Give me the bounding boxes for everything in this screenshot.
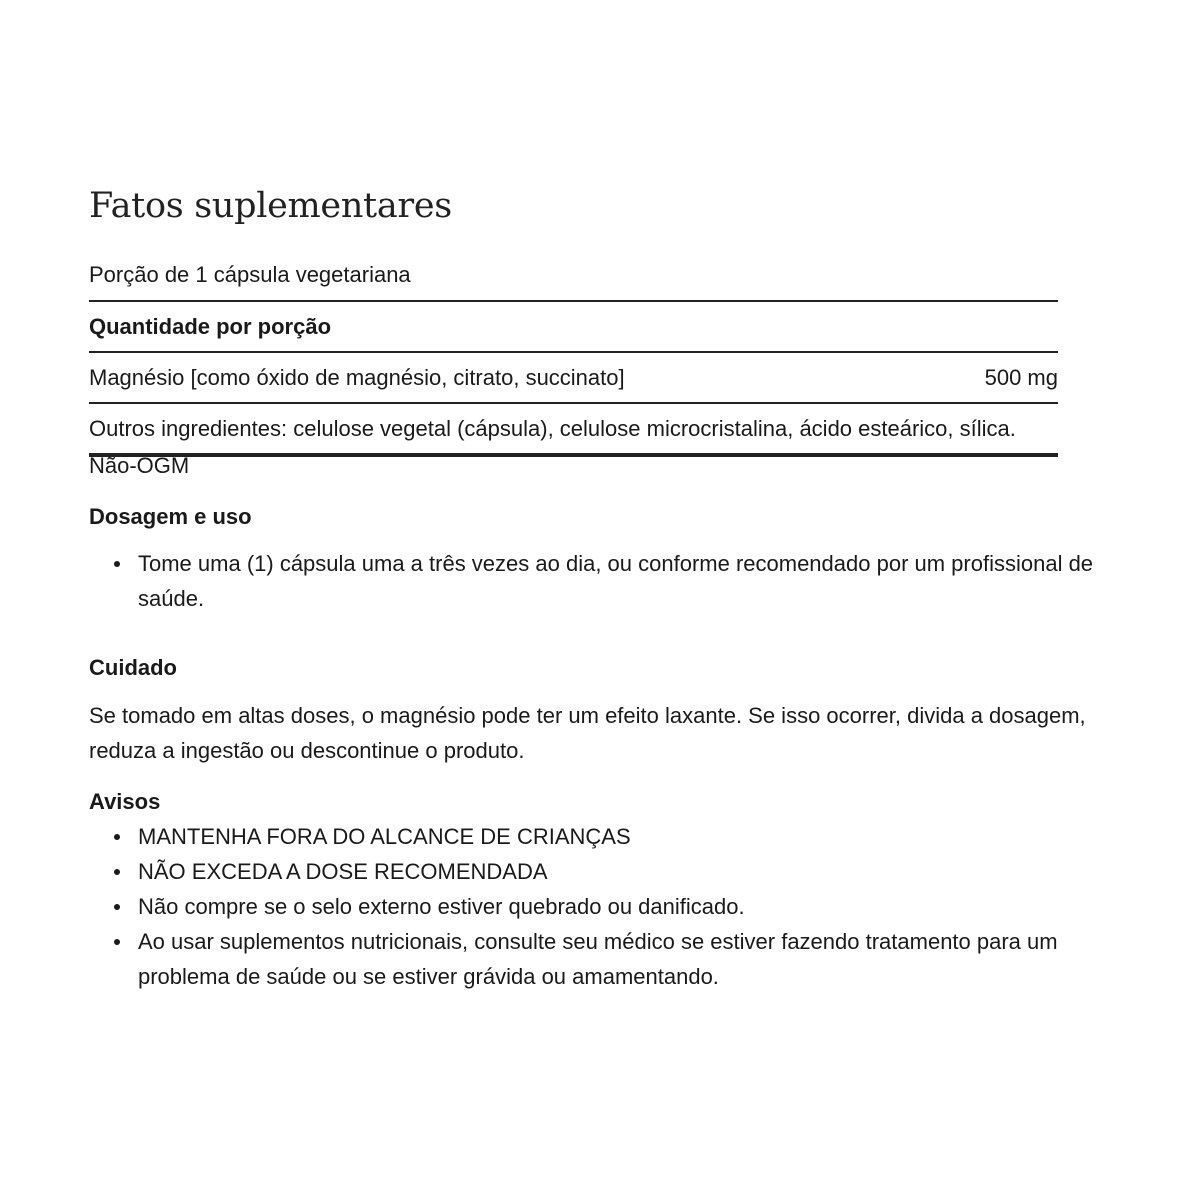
nutrient-row xyxy=(89,353,1058,402)
nutrient-name: Magnésio [como óxido de magnésio, citrato, succinato] xyxy=(89,364,625,390)
list-item xyxy=(89,819,1149,854)
bullet-icon xyxy=(114,869,120,875)
bullet-icon xyxy=(114,904,120,910)
amount-header-text: Quantidade por porção xyxy=(89,313,332,339)
bullet-icon xyxy=(114,939,120,945)
page-title: Fatos suplementares xyxy=(89,186,452,226)
bullet-icon xyxy=(114,561,120,567)
serving-size-text: Porção de 1 cápsula vegetariana xyxy=(89,262,411,287)
dosage-heading: Dosagem e uso xyxy=(89,504,252,529)
warning-item-text: Ao usar suplementos nutricionais, consulte seu médico se estiver fazendo tratamento para um problema de saúde ou se estiver grávida ou amamentando. xyxy=(138,929,1058,989)
warning-item-text: Não compre se o selo externo estiver quebrado ou danificado. xyxy=(138,894,745,919)
supplement-facts-page xyxy=(89,0,1149,1200)
dosage-item-text: Tome uma (1) cápsula uma a três vezes ao dia, ou conforme recomendado por um profissional de saúde. xyxy=(138,551,1094,611)
warnings-heading: Avisos xyxy=(89,789,161,814)
serving-size-row xyxy=(89,250,1058,300)
caution-text: Se tomado em altas doses, o magnésio pode ter um efeito laxante. Se isso ocorrer, divida a dosagem, reduza a ingestão ou descontinue o produto. xyxy=(89,703,1086,763)
dosage-list xyxy=(89,546,1149,616)
list-item xyxy=(89,546,1149,616)
thick-divider xyxy=(89,453,1058,457)
warning-item-text: MANTENHA FORA DO ALCANCE DE CRIANÇAS xyxy=(138,824,631,849)
list-item xyxy=(89,854,1149,889)
amount-header-row xyxy=(89,302,1058,351)
warning-item-text: NÃO EXCEDA A DOSE RECOMENDADA xyxy=(138,859,548,884)
list-item xyxy=(89,889,1149,924)
non-gmo-label: Não-OGM xyxy=(89,453,190,478)
other-ingredients-row xyxy=(89,404,1058,453)
warnings-list xyxy=(89,819,1149,994)
other-ingredients-text: Outros ingredientes: celulose vegetal (cápsula), celulose microcristalina, ácido esteárico, sílica. xyxy=(89,415,1016,441)
list-item xyxy=(89,924,1149,994)
nutrient-amount: 500 mg xyxy=(984,364,1058,390)
supplement-facts-table xyxy=(89,250,1058,457)
bullet-icon xyxy=(114,834,120,840)
caution-heading: Cuidado xyxy=(89,655,177,680)
